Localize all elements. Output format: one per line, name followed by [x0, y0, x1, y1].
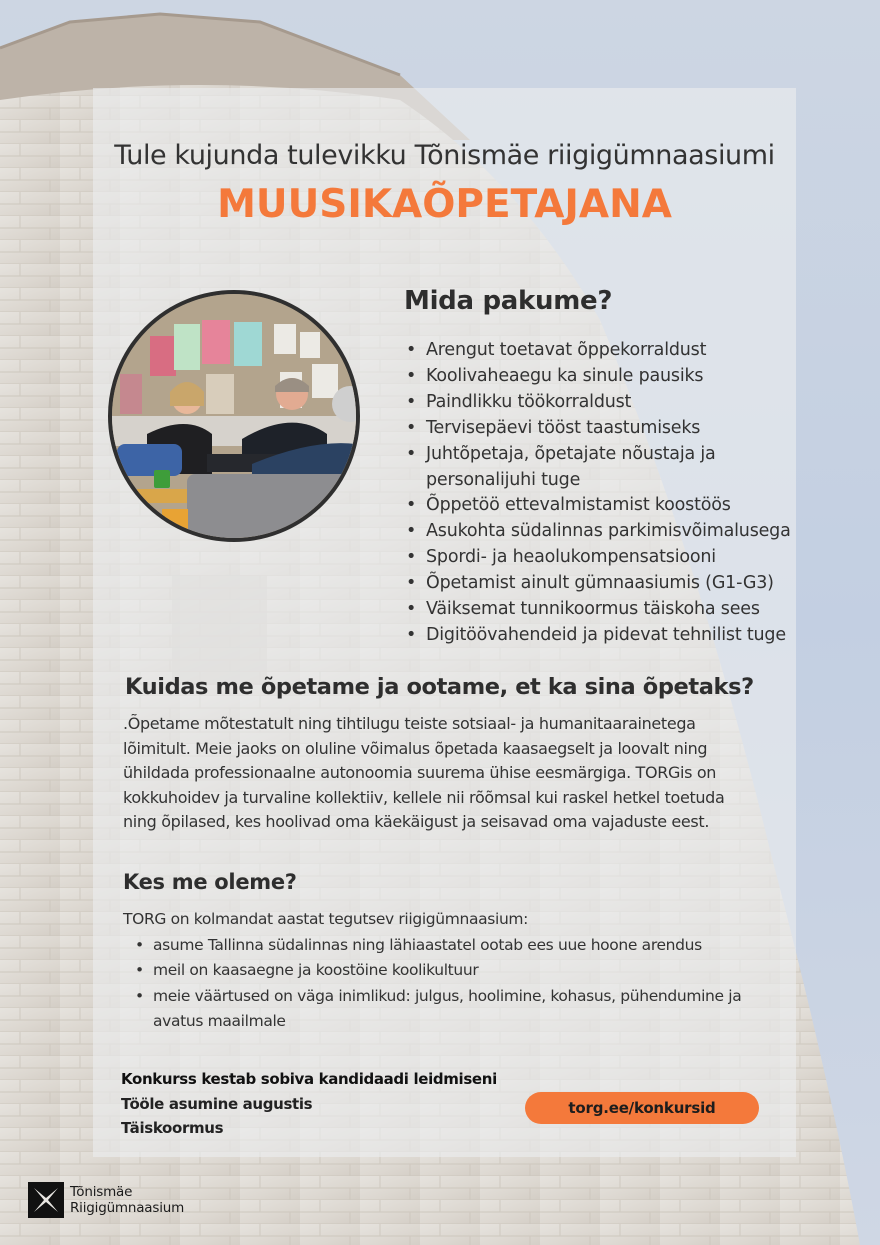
role-title: MUUSIKAÕPETAJANA — [217, 182, 672, 227]
start-date: Tööle asumine augustis — [121, 1094, 313, 1113]
who-item: • asume Tallinna südalinnas ning lähiaastatel ootab ees uue hoone arendus — [133, 933, 753, 958]
offer-item: • Õpetamist ainult gümnaasiumis (G1-G3) — [404, 571, 794, 597]
offer-item: • Õppetöö ettevalmistamist koostöös — [404, 493, 794, 519]
apply-link-button[interactable]: torg.ee/konkursid — [525, 1092, 759, 1124]
how-section-title: Kuidas me õpetame ja ootame, et ka sina õpetaks? — [125, 674, 754, 700]
offer-item: • Tervisepäevi tööst taastumiseks — [404, 416, 794, 442]
offer-section-title: Mida pakume? — [404, 286, 613, 316]
offer-item: • Asukohta südalinnas parkimisvõimalusega — [404, 519, 794, 545]
who-item: • meil on kaasaegne ja koostöine koolikultuur — [133, 958, 753, 983]
who-list — [133, 933, 753, 1034]
cross-logo-icon — [28, 1182, 64, 1218]
content-panel — [93, 88, 796, 1157]
who-section-title: Kes me oleme? — [123, 870, 297, 894]
offer-item: • Spordi- ja heaolukompensatsiooni — [404, 545, 794, 571]
staff-photo — [108, 290, 360, 542]
who-intro: TORG on kolmandat aastat tegutsev riigigümnaasium: — [123, 910, 529, 928]
headline: Tule kujunda tulevikku Tõnismäe riigigümnaasiumi — [114, 140, 775, 171]
offer-item: • Väiksemat tunnikoormus täiskoha sees — [404, 597, 794, 623]
logo-line-1: Tõnismäe — [70, 1184, 133, 1200]
workload: Täiskoormus — [121, 1119, 224, 1137]
competition-duration: Konkurss kestab sobiva kandidaadi leidmiseni — [121, 1070, 497, 1088]
people-photo-illustration — [112, 294, 356, 538]
offer-item: • Paindlikku töökorraldust — [404, 390, 794, 416]
how-section-text: .Õpetame mõtestatult ning tihtilugu teiste sotsiaal- ja humanitaarainetega lõimitult. Meie jaoks on oluline võimalus õpetada kaasaegselt ja loovalt ning ühildada professionaalne autonoomia suurema ühise eesmärgiga. TORGis on kokkuhoidev ja turvaline kollektiiv, kellele nii rõõmsal kui raskel hetkel toetuda ning õpilased, kes hoolivad oma käekäigust ja seisavad oma vajaduste eest. — [123, 714, 725, 832]
who-item: • meie väärtused on väga inimlikud: julgus, hoolimine, kohasus, pühendumine ja avatus maailmale — [133, 984, 753, 1035]
job-facts — [121, 1067, 497, 1141]
offer-item: • Koolivaheaegu ka sinule pausiks — [404, 364, 794, 390]
logo-line-2: Riigigümnaasium — [70, 1200, 185, 1216]
offer-item: • Digitöövahendeid ja pidevat tehnilist tuge — [404, 623, 794, 649]
offer-item: • Arengut toetavat õppekorraldust — [404, 338, 794, 364]
offer-list — [404, 338, 794, 649]
logo-wordmark — [70, 1184, 184, 1216]
offer-item: • Juhtõpetaja, õpetajate nõustaja ja personalijuhi tuge — [404, 442, 794, 494]
school-logo — [28, 1182, 184, 1218]
